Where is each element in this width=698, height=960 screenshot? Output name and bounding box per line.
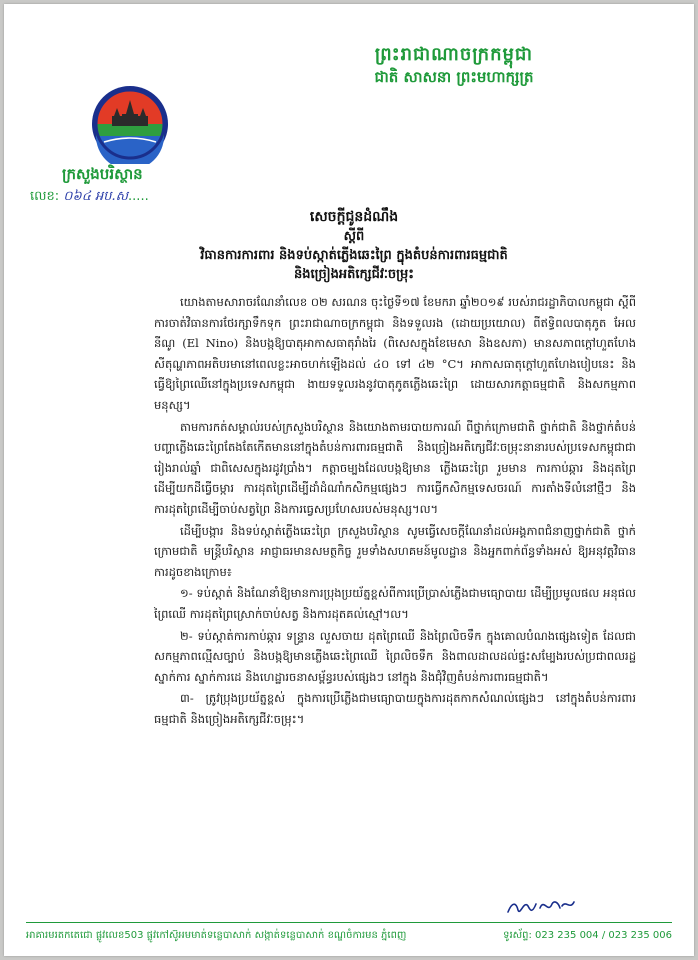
document-title — [134, 208, 574, 284]
ministry-name: ក្រសួងបរិស្ថាន — [62, 165, 143, 183]
document-page — [4, 4, 694, 956]
title-notification: សេចក្តីជូនដំណឹង — [309, 209, 399, 225]
reference-suffix: ..... — [128, 189, 149, 204]
kingdom-heading: ព្រះរាជាណាចក្រកម្ពុជា — [374, 44, 534, 65]
national-motto: ជាតិ សាសនា ព្រះមហាក្សត្រ — [374, 68, 534, 86]
measure-item-1: ១- ទប់ស្កាត់ និងណែនាំឱ្យមានការប្រុងប្រយ័ត្នខ្ពស់ពីការប្រើប្រាស់ភ្លើងជាមធ្យោបាយ ដើម្បីប្រមូលផល អនុផលព្រៃឈើ ការដុតព្រៃស្រោក់ចាប់សត្វ និងការដុតគល់ស្មៅ។ល។ — [154, 586, 636, 621]
ministry-emblem-icon — [90, 84, 170, 164]
footer-phone: ទូរស័ព្ទ: 023 235 004 / 023 235 006 — [503, 930, 672, 941]
paragraph-instruction: ដើម្បីបង្ការ និងទប់ស្កាត់ភ្លើងឆេះព្រៃ ក្រសួងបរិស្ថាន សូមធ្វើសេចក្តីណែនាំដល់អង្គភាពជំនាញថ្នាក់ជាតិ ថ្នាក់ក្រោមជាតិ មន្ត្រីបរិស្ថាន អាជ្ញាធរមានសមត្ថកិច្ច រួមទាំងសហគមន៍មូលដ្ឋាន និងអ្នកពាក់ព័ន្ធទាំងអស់ ឱ្យអនុវត្តវិធានការដូចខាងក្រោម៖ — [154, 523, 636, 579]
footer-address: អាគារមរតកតេជោ ផ្លូវលេខ503 ផ្លូវកៅស៊ូអមមាត់ទន្លេបាសាក់ សង្កាត់ទន្លេបាសាក់ ខណ្ឌចំការមន ភ្នំពេញ — [26, 930, 407, 941]
measure-item-3: ៣- ត្រូវប្រុងប្រយ័ត្នខ្ពស់ ក្នុងការប្រើភ្លើងជាមធ្យោបាយក្នុងការដុតកាកសំណល់ផ្សេងៗ នៅក្នុងតំបន់ការពារធម្មជាតិ និងច្រៀងអតិក្សេជីវៈចម្រុះ។ — [154, 691, 636, 726]
title-subject-line-1: វិធានការការពារ និងទប់ស្កាត់ភ្លើងឆេះព្រៃ ក្នុងតំបន់ការពារធម្មជាតិ — [200, 248, 508, 263]
footer-divider — [26, 922, 672, 923]
document-body — [154, 292, 636, 729]
paragraph-observation: តាមការកត់សម្គាល់របស់ក្រសួងបរិស្ថាន និងយោងតាមរបាយការណ៍ ពីថ្នាក់ក្រោមជាតិ ថ្នាក់ជាតិ និងថ្នាក់តំបន់ បញ្ហាភ្លើងឆេះព្រៃតែងតែកើតមាននៅក្នុងតំបន់ការពារធម្មជាតិ និងច្រៀងអតិក្សេជីវៈចម្រុះនានារបស់ប្រទេសកម្ពុជាជារៀងរាល់ឆ្នាំ ជាពិសេសក្នុងរដូវប្រាំង។ កត្តាចម្បងដែលបង្កឱ្យមាន ភ្លើងឆេះព្រៃ រួមមាន ការកាប់ឆ្ការ និងដុតព្រៃដើម្បីយកដីធ្វើចម្ការ ការដុតព្រៃដើម្បីដាំដំណាំកសិកម្មផ្សេងៗ ការធ្វើកសិកម្មទេសចរណ៍ ការតាំងទីលំនៅថ្មីៗ និងការដុតព្រៃដើម្បីចាប់សត្វព្រៃ និងការធ្វេសប្រហែសរបស់មនុស្ស។ល។ — [154, 419, 636, 516]
reference-label: លេខ: — [30, 189, 60, 204]
reference-value: ០៦៤ អប.ស — [63, 189, 129, 204]
measure-item-2: ២- ទប់ស្កាត់ការកាប់ឆ្ការ ទន្ទ្រាន លួសចាយ ដុតព្រៃឈើ និងព្រៃលិចទឹក ក្នុងគោលបំណងផ្សេងទៀត ដែលជាសកម្មភាពល្មើសច្បាប់ និងបង្កឱ្យមានភ្លើងឆេះព្រៃឈើ ព្រៃលិចទឹក និងពាលដាលដល់ផ្ទះសម្បែងរបស់ប្រជាពលរដ្ឋ ស្នាក់ការ ស្នាក់ការដេ និងហេដ្ឋារចនាសម្ព័ន្ធរបស់ផ្សេងៗ នៅក្នុង និងជុំវិញតំបន់ការពារធម្មជាតិ។ — [154, 628, 636, 684]
paragraph-reference: យោងតាមសារាចរណែនាំលេខ ០២ សរណន ចុះថ្ងៃទី១៧ ខែមករា ឆ្នាំ២០១៩ របស់រាជរដ្ឋាភិបាលកម្ពុជា ស្តីពី ការចាត់វិធានការថែរក្សាទឹកទុក ព្រះរាជាណាចក្រកម្ពុជា និងទទួលរង (ដោយប្រយោល) ពីឥទ្ធិពលបាតុភូត អែល នីណូ (El Nino) និងបង្កឱ្យបាតុអាកាសធាតុរាំងរៃ (ពិសេសក្នុងខែមេសា និងឧសភា) មានសភាពក្តៅហួតហែង សីតុណ្ហភាពអតិបរមានៅពេលខ្លះអាចហក់ឡើងដល់ ៤០ ទៅ ៤២ °C។ អាកាសធាតុក្តៅហួតហែងបៀបនេះ និងធ្វើឱ្យព្រៃឈើនៅក្នុងប្រទេសកម្ពុជា ងាយទទួលរងនូវបាតុភូតភ្លើងឆេះព្រៃ ដោយសារកត្តាធម្មជាតិ និងសកម្មភាពមនុស្ស។ — [154, 295, 636, 412]
title-regarding: ស្តីពី — [343, 229, 365, 244]
reference-number — [30, 188, 230, 207]
signature-mark — [502, 888, 582, 924]
title-subject-line-2: និងច្រៀងអតិក្សេជីវៈចម្រុះ — [293, 267, 415, 282]
footer — [26, 928, 672, 943]
